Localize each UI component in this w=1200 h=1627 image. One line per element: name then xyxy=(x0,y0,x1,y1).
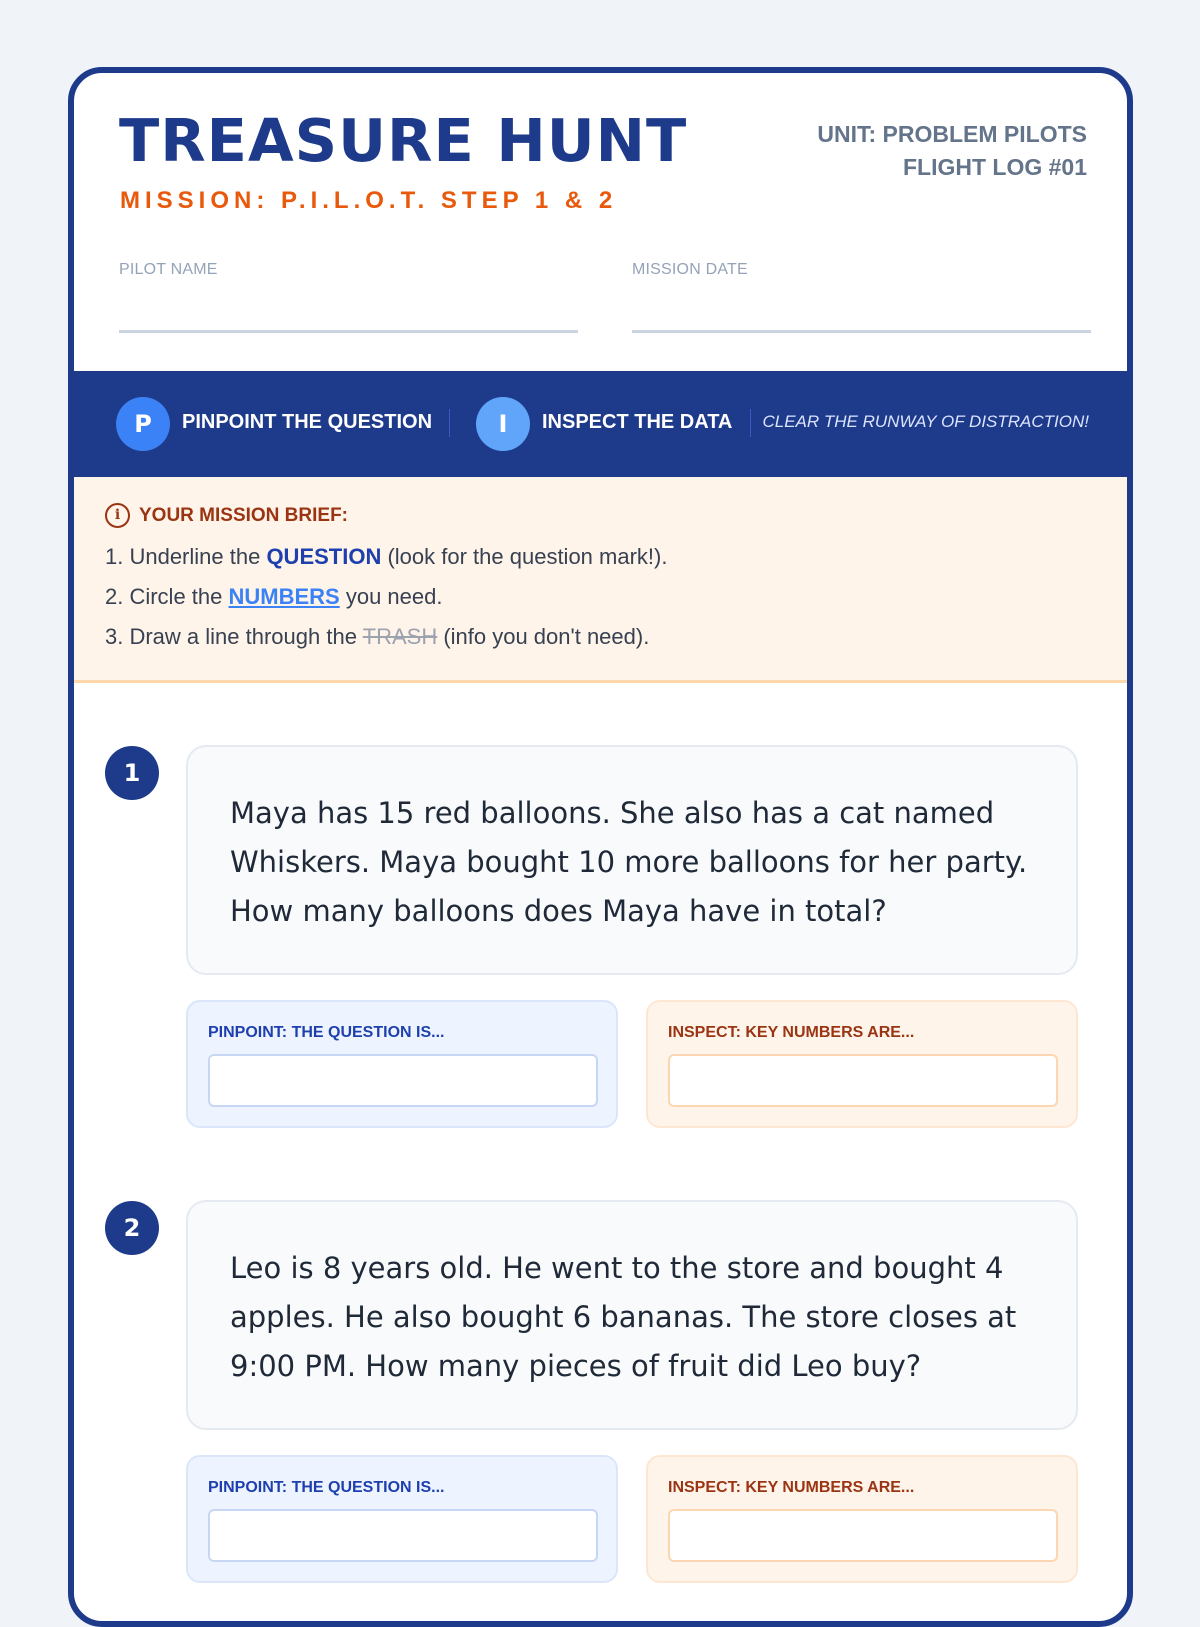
pilot-name-field[interactable] xyxy=(119,330,578,333)
steps-banner xyxy=(74,371,1127,477)
brief-line-3 xyxy=(105,624,649,650)
info-icon: i xyxy=(105,503,130,528)
brief-line-text: (look for the question mark!). xyxy=(381,544,668,569)
problem-number-badge: 1 xyxy=(105,746,159,800)
inspect-panel xyxy=(646,1455,1078,1583)
step-i-badge: I xyxy=(476,397,530,451)
brief-heading xyxy=(105,503,348,528)
pinpoint-label: PINPOINT: THE QUESTION IS... xyxy=(208,1024,445,1041)
pinpoint-input[interactable] xyxy=(208,1509,598,1562)
motto-text: CLEAR THE RUNWAY OF DISTRACTION! xyxy=(762,412,1089,431)
mission-date-label: MISSION DATE xyxy=(632,261,748,278)
brief-line-1 xyxy=(105,544,667,570)
step-divider xyxy=(750,409,751,437)
pinpoint-panel xyxy=(186,1455,618,1583)
step-i-label: INSPECT THE DATA xyxy=(542,411,733,433)
brief-heading-text: YOUR MISSION BRIEF: xyxy=(139,504,349,526)
brief-line-text: (info you don't need). xyxy=(437,624,650,649)
inspect-label: INSPECT: KEY NUMBERS ARE... xyxy=(668,1479,915,1496)
inspect-label: INSPECT: KEY NUMBERS ARE... xyxy=(668,1024,915,1041)
step-p-label: PINPOINT THE QUESTION xyxy=(182,411,433,433)
mission-date-field[interactable] xyxy=(632,330,1091,333)
step-divider xyxy=(449,409,450,437)
keyword-numbers: NUMBERS xyxy=(228,584,340,609)
inspect-input[interactable] xyxy=(668,1509,1058,1562)
problem-text: Leo is 8 years old. He went to the store and bought 4 apples. He also bought 6 bananas. The store closes at 9:00 PM. How many pieces of fruit did Leo buy? xyxy=(230,1251,1017,1383)
pinpoint-label: PINPOINT: THE QUESTION IS... xyxy=(208,1479,445,1496)
problem-number-badge: 2 xyxy=(105,1201,159,1255)
mission-subtitle: MISSION: P.I.L.O.T. STEP 1 & 2 xyxy=(120,187,618,214)
keyword-trash: TRASH xyxy=(362,624,438,649)
pinpoint-input[interactable] xyxy=(208,1054,598,1107)
problem-card xyxy=(186,1200,1078,1430)
pinpoint-panel xyxy=(186,1000,618,1128)
brief-line-text: 3. Draw a line through the xyxy=(105,624,363,649)
problem-card xyxy=(186,745,1078,975)
unit-label: UNIT: PROBLEM PILOTS xyxy=(817,121,1087,147)
worksheet-card xyxy=(68,67,1133,1627)
brief-line-text: 2. Circle the xyxy=(105,584,229,609)
brief-line-text: you need. xyxy=(339,584,443,609)
keyword-question: QUESTION xyxy=(266,544,382,569)
flight-log-label: FLIGHT LOG #01 xyxy=(902,154,1087,180)
unit-info xyxy=(817,118,1087,184)
problem-text: Maya has 15 red balloons. She also has a cat named Whiskers. Maya bought 10 more balloons for her party. How many balloons does Maya have in total? xyxy=(230,796,1028,928)
inspect-input[interactable] xyxy=(668,1054,1058,1107)
inspect-panel xyxy=(646,1000,1078,1128)
pilot-name-label: PILOT NAME xyxy=(119,261,218,278)
brief-line-2 xyxy=(105,584,442,610)
brief-line-text: 1. Underline the xyxy=(105,544,267,569)
step-p-badge: P xyxy=(116,397,170,451)
worksheet-header xyxy=(74,73,1127,371)
mission-brief xyxy=(74,477,1127,683)
page-title: TREASURE HUNT xyxy=(119,106,688,175)
